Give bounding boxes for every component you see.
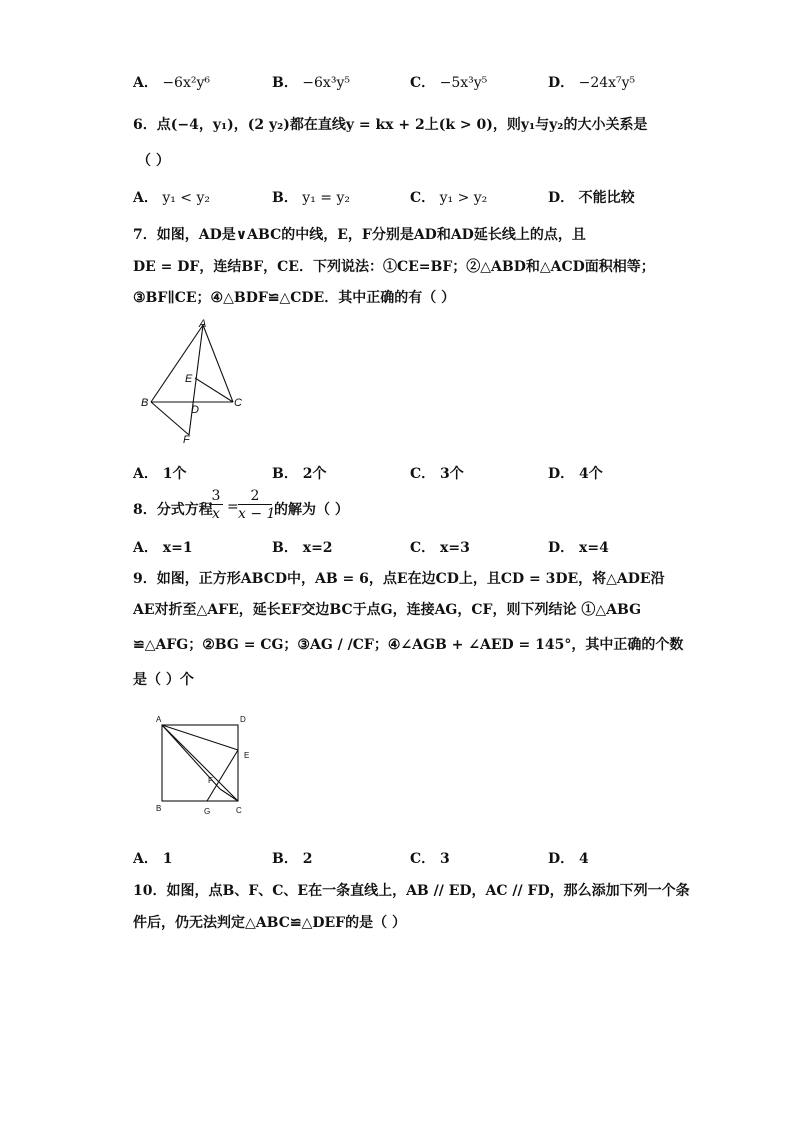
q7-line-3: ③BF∥CE；④△BDF≌△CDE．其中正确的有（ ） [133,290,456,306]
q6-stem: 6．点(−4，y₁)，(2 y₂)都在直线y = kx + 2上(k > 0)，则y₁与y₂的大小关系是 [133,117,648,133]
q7-option-d: D． 4个 [548,466,603,482]
q7-triangle-figure [135,315,250,447]
q6-option-b: B． y₁ = y₂ [272,190,350,206]
q7-line-1: 7．如图，AD是∨ABC的中线，E，F分别是AD和AD延长线上的点，且 [133,227,586,243]
q8-fraction-1: 3 x [209,488,223,523]
q8-option-c: C． x=3 [410,540,470,556]
q9-segment-ac [162,725,238,801]
q9-label-g: G [204,807,211,816]
q5-option-c: C． −5x³y⁵ [410,75,488,91]
q7-option-a: A． 1个 [133,466,187,482]
q7-label-f: F [183,434,190,446]
q7-segment-bf [151,402,189,435]
q10-line-2: 件后，仍无法判定△ABC≌△DEF的是（ ） [133,915,406,931]
q7-line-2: DE = DF，连结BF，CE．下列说法：①CE=BF；②△ABD和△ACD面积相等； [133,259,655,275]
q6-option-d: D． 不能比较 [548,190,635,206]
q9-label-d: D [240,715,246,724]
q7-segment-ec [195,378,233,402]
q9-label-e: E [244,751,250,760]
q9-line-3: ≌△AFG；②BG = CG；③AG / /CF；④∠AGB + ∠AED = 145°，其中正确的个数 [133,637,684,653]
q9-segment-fc [220,789,238,801]
q7-option-c: C． 3个 [410,466,464,482]
q9-option-c: C． 3 [410,851,450,867]
q5-option-b: B． −6x³y⁵ [272,75,350,91]
q8-equals: = [227,499,239,515]
q9-line-4: 是（ ）个 [133,672,194,688]
q5-option-a: A． −6x²y⁶ [133,75,210,91]
q6-answer-paren: （ ） [137,153,170,169]
q9-option-d: D． 4 [548,851,589,867]
q10-line-1: 10．如图，点B、F、C、E在一条直线上，AB // ED，AC // FD，那么添加下列一个条 [133,883,690,899]
q9-option-a: A． 1 [133,851,173,867]
q8-suffix: 的解为（ ） [274,502,349,518]
q7-label-a: A [199,318,207,330]
q9-label-a: A [156,715,162,724]
q9-option-b: B． 2 [272,851,313,867]
q7-segment-ac [203,325,233,402]
q7-label-b: B [141,397,149,409]
q7-label-e: E [185,373,193,385]
q8-option-a: A． x=1 [133,540,193,556]
q8-option-b: B． x=2 [272,540,333,556]
q7-label-c: C [234,397,242,409]
q6-option-a: A． y₁ < y₂ [133,190,211,206]
q9-label-f: F [208,776,213,785]
q5-option-d: D． −24x⁷y⁵ [548,75,636,91]
q9-label-c: C [236,806,242,815]
q8-prefix: 8．分式方程 [133,502,213,518]
q7-option-b: B． 2个 [272,466,327,482]
q9-label-b: B [156,804,162,813]
q7-label-d: D [191,404,199,416]
q9-line-1: 9．如图，正方形ABCD中，AB = 6，点E在边CD上，且CD = 3DE，将△ADE沿 [133,571,665,587]
q8-option-d: D． x=4 [548,540,609,556]
q9-square-figure [150,712,260,822]
q9-line-2: AE对折至△AFE，延长EF交边BC于点G，连接AG，CF，则下列结论 ①△ABG [133,602,642,618]
q8-fraction-2: 2 x − 1 [238,488,276,522]
q6-option-c: C． y₁ > y₂ [410,190,488,206]
